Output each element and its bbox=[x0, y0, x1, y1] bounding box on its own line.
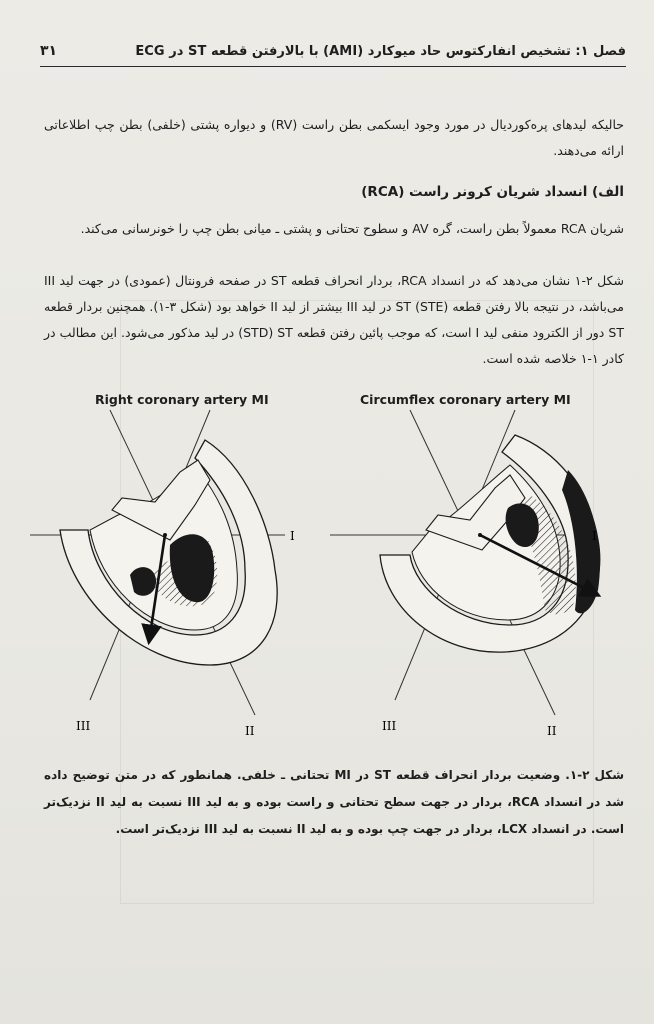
paragraph-1: حالیکه لیدهای پره‌کوردیال در مورد وجود ایسکمی بطن راست (RV) و دیواره پشتی (خلفی) بطن چپ اطلاعاتی ارائه می‌دهند. bbox=[44, 117, 625, 158]
st-vector-figure bbox=[30, 380, 630, 750]
paragraph-3: شکل ۲-۱ نشان می‌دهد که در انسداد RCA، بردار انحراف قطعه ST در صفحه فرونتال (عمودی) در جهت لید III می‌باشد، در نتیجه بالا رفتن قطعه ST (STE) در لید III بیشتر از لید II خواهد بود (شکل ۳-۱). همچنین بردار قطعه ST دور از الکترود منفی لید I است، که موجب پائین رفتن قطعه STD) ST) در لید مذکور می‌شود. این مطالب در کادر ۱-۱ خلاصه شده است. bbox=[44, 273, 625, 366]
figure-left-title: Right coronary artery MI bbox=[95, 392, 269, 407]
rca-vector-origin bbox=[163, 533, 167, 537]
lcx-lead-iii-label: III bbox=[382, 719, 397, 733]
rca-infarct-dark-2 bbox=[130, 567, 156, 596]
paragraph-2: شریان RCA معمولاً بطن راست، گره AV و سطوح تحتانی و پشتی ـ میانی بطن چپ را خونرسانی می‌کند. bbox=[80, 221, 624, 236]
rca-lead-iii-label: III bbox=[76, 719, 91, 733]
section-heading: الف) انسداد شریان کرونر راست (RCA) bbox=[361, 184, 624, 200]
lcx-lead-ii-label: II bbox=[547, 724, 557, 738]
header-rule bbox=[40, 66, 626, 67]
figure-caption: شکل ۲-۱. وضعیت بردار انحراف قطعه ST در MI تحتانی ـ خلفی. همانطور که در متن توضیح داده شد در انسداد RCA، بردار در جهت سطح تحتانی و راست بوده و به لید III نسبت به لید II نزدیک‌تر است. در انسداد LCX، بردار در جهت چپ بوده و به لید II نسبت به لید III نزدیک‌تر است. bbox=[44, 768, 625, 836]
lcx-lead-i-label: I bbox=[592, 529, 597, 543]
lcx-heart-diagram bbox=[330, 410, 600, 738]
page-number: ۳۱ bbox=[40, 43, 58, 59]
figure-right-title: Circumflex coronary artery MI bbox=[360, 392, 571, 407]
chapter-title: فصل ۱: تشخیص انفارکتوس حاد میوکارد (AMI) با بالارفتن قطعه ST در ECG bbox=[135, 43, 626, 59]
lcx-vector-origin bbox=[478, 533, 482, 537]
rca-lead-ii-label: II bbox=[245, 724, 255, 738]
rca-lead-i-label: I bbox=[290, 529, 295, 543]
rca-heart-diagram bbox=[30, 410, 295, 738]
page-header bbox=[40, 38, 626, 64]
